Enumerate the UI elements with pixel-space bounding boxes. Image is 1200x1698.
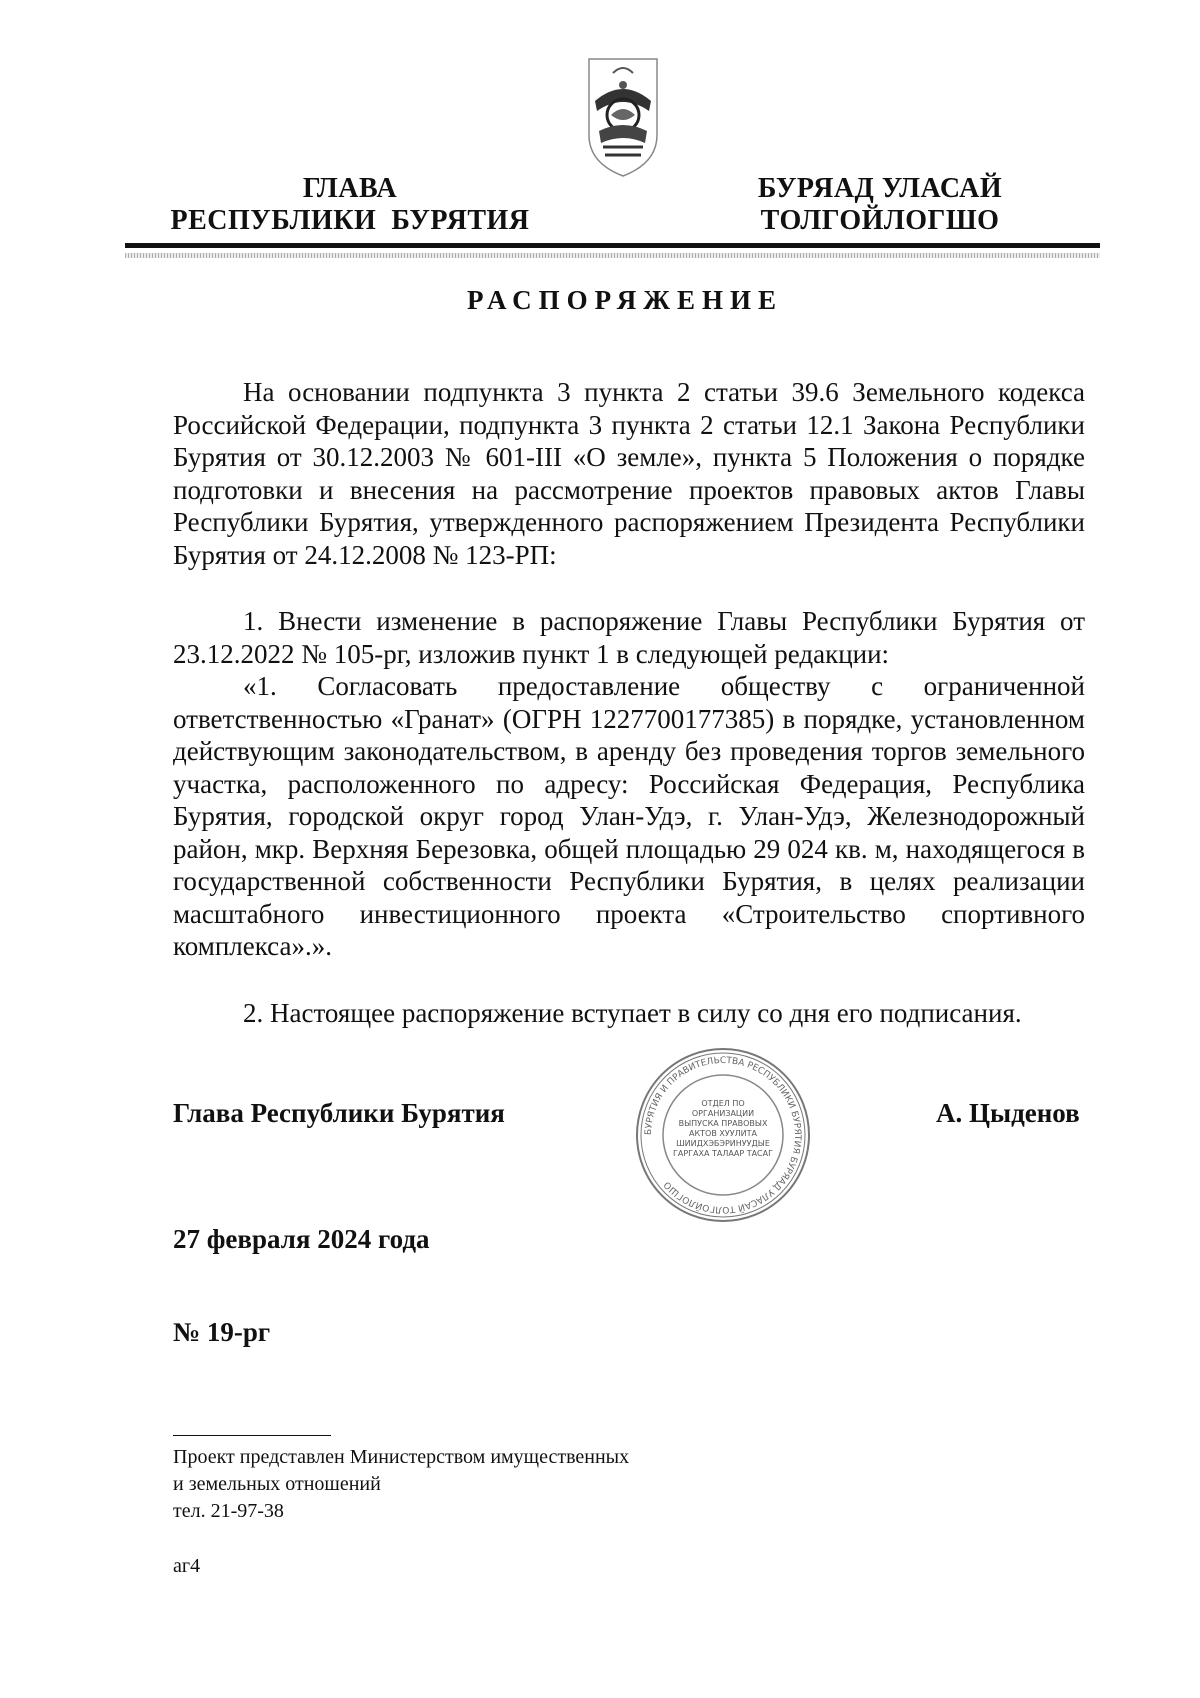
footnote-phone: тел. 21-97-38 — [173, 1500, 284, 1522]
signatory-role: Глава Республики Бурятия — [173, 1098, 505, 1128]
clause-1-paragraph: 1. Внести изменение в распоряжение Главы Республики Бурятия от 23.12.2022 № 105-рг, изложив пункт 1 в следующей редакции: — [173, 606, 1085, 669]
document-number: № 19-рг — [173, 1317, 271, 1347]
clause-1-quoted-text: «1. Согласовать предоставление обществу с ограниченной ответственностью «Гранат» (ОГРН 1227700177385) в порядке, установленном действующим законодательством, в аренду без проведения торгов земельного участка, расположенного по адресу: Российская Федерация, Республика Бурятия, городской округ город Улан-Удэ, г. Улан-Удэ, Железнодорожный район, мкр. Верхняя Березовка, общей площадью 29 024 кв. м, находящегося в государственной собственности Республики Бурятия, в целях реализации масштабного инвестиционного проекта «Строительство спортивного комплекса».». — [173, 671, 1085, 961]
issuer-title-buryat — [700, 173, 1060, 237]
author-code: аг4 — [173, 1555, 201, 1577]
issuer-title-line-2: РЕСПУБЛИКИ БУРЯТИЯ — [170, 205, 530, 236]
footnote — [173, 1444, 629, 1525]
footnote-line-2: и земельных отношений — [173, 1473, 381, 1495]
document-title: РАСПОРЯЖЕНИЕ — [466, 285, 784, 315]
header-divider — [125, 243, 1100, 248]
document-date: 27 февраля 2024 года — [173, 1224, 430, 1254]
issuer-title-russian — [150, 173, 550, 237]
document-body — [173, 376, 1085, 1029]
preamble-paragraph: На основании подпункта 3 пункта 2 статьи 39.6 Земельного кодекса Российской Федерации, подпункта 3 пункта 2 статьи 12.1 Закона Республики Бурятия от 30.12.2003 № 601-III «О земле», пункта 5 Положения о порядке подготовки и внесения на рассмотрение проектов правовых актов Главы Республики Бурятия, утвержденного распоряжением Президента Республики Бурятия от 24.12.2008 № 123-РП: — [173, 377, 1085, 570]
issuer-title-buryat-line-1: БУРЯАД УЛАСАЙ — [757, 173, 1003, 204]
issuer-title-buryat-line-2: ТОЛГОЙЛОГШО — [760, 205, 1000, 236]
stamp-center-text: ОТДЕЛ ПО ОРГАНИЗАЦИИ ВЫПУСКА ПРАВОВЫХ АКТОВ ХУУЛИТА ШИИДХЭБЭРИНУУДЫЕ ГАРГАХА ТАЛААР ТАСАГ — [672, 1099, 773, 1158]
clause-2-paragraph: 2. Настоящее распоряжение вступает в силу со дня его подписания. — [243, 997, 1022, 1028]
header-divider-thin — [125, 253, 1100, 258]
official-round-stamp-icon — [633, 1045, 813, 1225]
republic-of-buryatia-coat-of-arms-icon — [583, 55, 663, 180]
signatory-name: А. Цыденов — [936, 1098, 1080, 1128]
stamp-ring-text: БУРЯТИЯ И ПРАВИТЕЛЬСТВА РЕСПУБЛИКИ БУРЯТИЯ БУРЯАД УЛАСАЙ ТОЛГОЙЛОГШО — [643, 1055, 803, 1215]
issuer-title-line-1: ГЛАВА — [302, 173, 398, 204]
footnote-divider — [173, 1435, 331, 1436]
footnote-line-1: Проект представлен Министерством имущественных — [173, 1446, 630, 1468]
